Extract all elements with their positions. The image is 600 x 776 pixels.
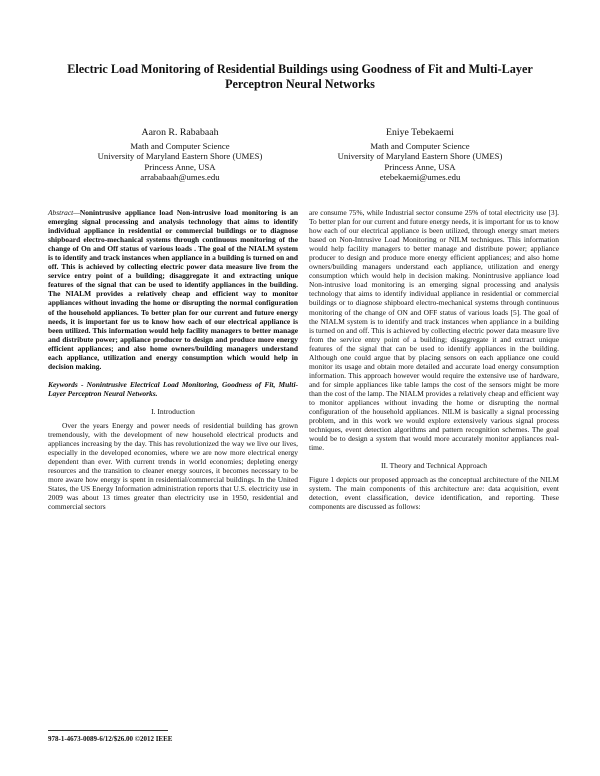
- author-name: Aaron R. Rababaah: [141, 127, 219, 138]
- footer-rule: [48, 730, 168, 731]
- author-1: [60, 128, 300, 183]
- author-email: arrababaah@umes.edu: [140, 172, 220, 183]
- introduction-continued: are consume 75%, while Industrial sector consume 25% of total electricity use [3]. To better plan for our current and future energy needs, it is important for us to know how each of our electrical appliance is been utilized, through energy smart meters based on Non-Intrusive Load Monitoring or NILM techniques. This information would help facility managers to better manage and distribute power; appliance producer to design and produce more energy efficient appliances; and also home owners/building managers understand each appliance, utilization and energy consumption which would help in decision making. Nonintrusive appliance load Non-intrusive load monitoring is an emerging signal processing and analysis technology that aims to identify individual appliance in residential or commercial buildings or to diagnose shipboard electro-mechanical systems through continuous monitoring of the change of ON and OFF status of various loads [5]. The goal of the NIALM system is to identify and track instances when appliance in a building is turned on and off. This is achieved by collecting electric power data measure live from the service entry point of a building; disaggregate it and extract unique features of the signal that can be used to identify appliances in the building. Although one could argue that by placing sensors on each appliance one could monitor its usage and obtain more detailed and accurate load energy consumption information. This approach however would require the extensive use of hardware, and for simple appliances like table lamps the cost of the sensors might be more than the cost of the lamp. The NIALM provides a relatively cheap and efficient way to monitor appliances without invading the home or disrupting the normal configuration of the household appliances. NILM is basically a signal processing problem, and in this work we would explore extensively various signal process techniques, event detection algorithms and pattern recognition schemes. The goal would be to design a system that would more accurately monitor appliances real-time.: [309, 208, 559, 453]
- paper-title: Electric Load Monitoring of Residential Buildings using Goodness of Fit and Multi-Layer Perceptron Neural Networks: [67, 62, 533, 91]
- author-dept: Math and Computer Science: [370, 140, 470, 151]
- author-location: Princess Anne, USA: [144, 161, 216, 172]
- abstract: [48, 208, 298, 371]
- author-email: etebekaemi@umes.edu: [379, 172, 461, 183]
- copyright-footer: 978-1-4673-0089-6/12/$26.00 ©2012 IEEE: [48, 735, 173, 743]
- author-2: [300, 128, 540, 183]
- left-column: [48, 208, 298, 511]
- author-affiliation: University of Maryland Eastern Shore (UMES): [337, 151, 503, 162]
- author-location: Princess Anne, USA: [384, 161, 456, 172]
- introduction-text: Over the years Energy and power needs of residential building has grown tremendously, with the development of new household electrical products and appliances increasing by the day. This has revolutionized the way we live our lives, especially in the developed economies, where we are now more electrical energy dependent than ever. With current trends in world economies; depleting energy resources and the transition to cleaner energy sources, it becomes necessary to be more aware how energy is spent in residential/commercial buildings. In the United States, the US Energy Information administration reports that U.S. electricity use in 2009 was about 13 times greater than electricity use in 1950, residential and commercial sectors: [48, 420, 298, 512]
- abstract-lead: Abstract—: [48, 208, 80, 217]
- keywords: Keywords - Nonintrusive Electrical Load Monitoring, Goodness of Fit, Multi-Layer Perceptron Neural Networks.: [48, 379, 298, 398]
- section-heading-theory: II. Theory and Technical Approach: [380, 461, 488, 471]
- author-name: Eniye Tebekaemi: [386, 127, 454, 138]
- section-heading-introduction: I. Introduction: [151, 406, 195, 416]
- section2-text: Figure 1 depicts our proposed approach as the conceptual architecture of the NILM system. The main components of this architecture are: data acquisition, event detection, event classification, device identification, and reporting. These components are discussed as follows:: [309, 475, 559, 512]
- author-affiliation: University of Maryland Eastern Shore (UMES): [97, 151, 263, 162]
- author-dept: Math and Computer Science: [130, 140, 230, 151]
- right-column: [309, 208, 559, 512]
- abstract-text: Nonintrusive appliance load Non-intrusive load monitoring is an emerging signal processing and analysis technology that aims to identify individual appliance in residential or commercial buildings or to diagnose shipboard electro-mechanical systems through continuous monitoring of the change of On and Off status of various loads . The goal of the NIALM system is to identify and track instances when appliance in a building is turned on and off. This is achieved by collecting electric power data measure live from the service entry point of a building; disaggregate it and extracting unique features of the signal that can be used to identify appliances in the building. The NIALM provides a relatively cheap and efficient way to monitor appliances without invading the home or disrupting the normal configuration of the household appliances. To better plan for our current and future energy needs, it is important for us to know how each of our electrical appliance is been utilized. This information would help facility managers to better manage and distribute power; appliance producer to design and produce more energy efficient appliances; and also home owners/building managers understand each appliance, utilization and energy consumption which would help in decision making.: [48, 208, 298, 371]
